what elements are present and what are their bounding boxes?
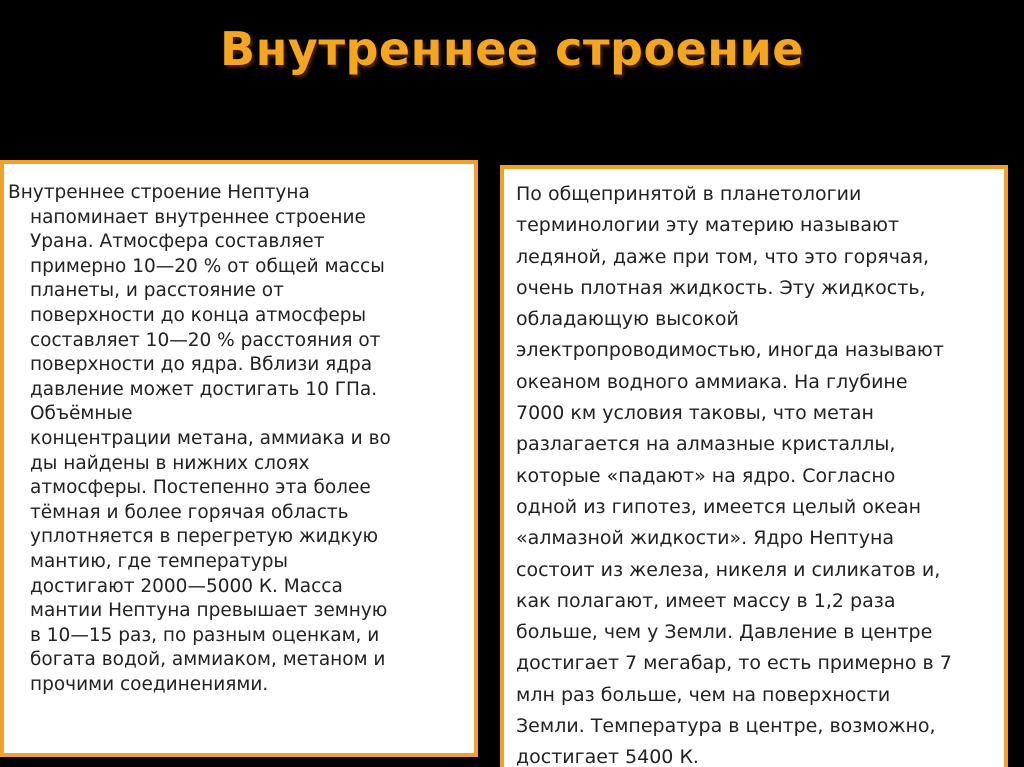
right-text-line: терминологии эту материю называют: [516, 214, 900, 237]
right-text-line: разлагается на алмазные кристаллы,: [516, 433, 896, 456]
left-text-line: прочими соединениями.: [30, 673, 269, 695]
right-panel-text: [516, 179, 992, 767]
right-text-line: 7000 км условия таковы, что метан: [516, 402, 874, 425]
right-text-line: состоит из железа, никеля и силикатов и,: [516, 558, 941, 581]
right-text-line: «алмазной жидкости». Ядро Нептуна: [516, 527, 895, 550]
left-text-line: Внутреннее строение Нептуна: [8, 182, 310, 203]
left-text-line: составляет 10—20 % расстояния от: [30, 329, 381, 351]
left-text-line: в 10—15 раз, по разным оценкам, и: [30, 624, 380, 646]
left-text-line: мантию, где температуры: [30, 550, 289, 572]
left-text-line: поверхности до ядра. Вблизи ядра: [30, 354, 373, 376]
right-text-line: которые «падают» на ядро. Согласно: [516, 464, 896, 487]
left-text-line: ды найдены в нижних слоях: [30, 452, 310, 474]
right-text-line: млн раз больше, чем на поверхности: [516, 683, 891, 706]
right-text-line: одной из гипотез, имеется целый океан: [516, 495, 922, 518]
right-text-line: океаном водного аммиака. На глубине: [516, 370, 908, 393]
right-text-line: достигает 5400 К.: [516, 746, 699, 767]
left-text-line: давление может достигать 10 ГПа.: [30, 378, 378, 400]
left-text-line: атмосферы. Постепенно эта более: [30, 477, 371, 499]
left-text-line: примерно 10—20 % от общей массы: [30, 255, 385, 277]
right-text-line: обладающую высокой: [516, 308, 739, 331]
left-text-line: планеты, и расстояние от: [30, 280, 284, 302]
right-text-line: ледяной, даже при том, что это горячая,: [516, 245, 930, 268]
left-text-line: Урана. Атмосфера составляет: [30, 231, 325, 253]
left-text-line: мантии Нептуна превышает земную: [30, 600, 388, 622]
right-text-line: Земли. Температура в центре, возможно,: [516, 715, 936, 738]
right-text-line: достигает 7 мегабар, то есть примерно в 7: [516, 652, 952, 675]
left-text-line: достигают 2000—5000 К. Масса: [30, 575, 343, 597]
left-text-line: поверхности до конца атмосферы: [30, 304, 367, 326]
left-panel-text: [8, 181, 470, 697]
left-text-line: концентрации метана, аммиака и во: [30, 427, 391, 449]
right-text-line: больше, чем у Земли. Давление в центре: [516, 621, 933, 644]
right-text-line: очень плотная жидкость. Эту жидкость,: [516, 276, 926, 299]
left-text-line: богата водой, аммиаком, метаном и: [30, 649, 386, 671]
left-text-panel: [0, 160, 478, 757]
right-text-line: электропроводимостью, иногда называют: [516, 339, 944, 362]
right-text-panel: [500, 165, 1008, 767]
right-text-line: как полагают, имеет массу в 1,2 раза: [516, 589, 896, 612]
left-text-line: напоминает внутреннее строение: [30, 206, 366, 228]
slide-title: Внутреннее строение: [220, 22, 804, 76]
right-text-line: По общепринятой в планетологии: [516, 183, 862, 205]
left-text-line: тёмная и более горячая область: [30, 501, 349, 523]
left-text-line: уплотняется в перегретую жидкую: [30, 526, 379, 548]
left-text-line: Объёмные: [30, 403, 133, 425]
